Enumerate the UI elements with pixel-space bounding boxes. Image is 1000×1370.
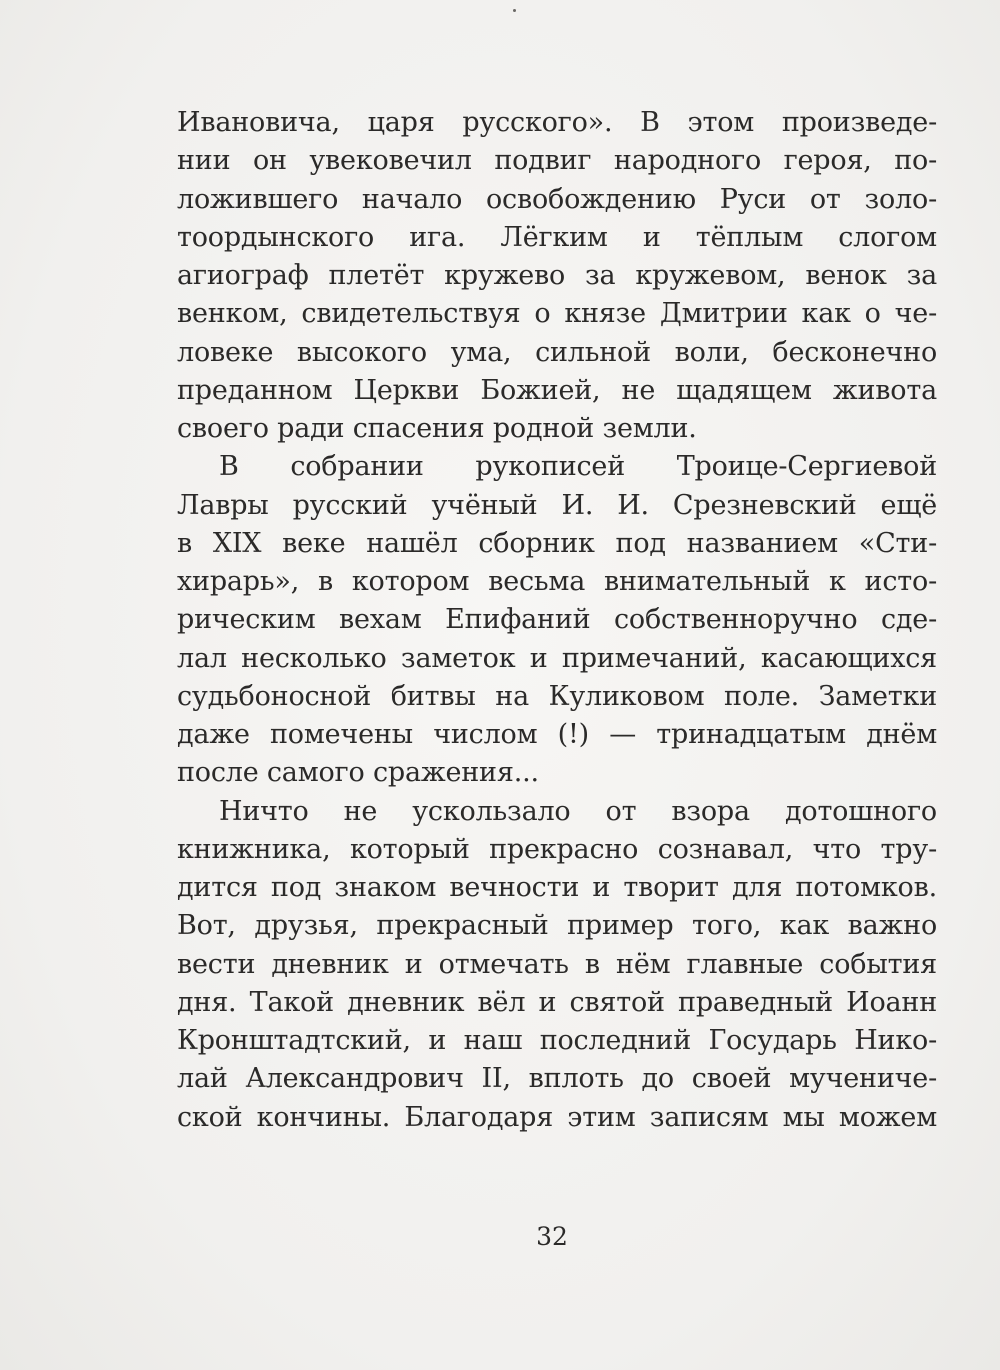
paragraph [177, 793, 937, 1137]
text-line: нии он увековечил подвиг народного героя, по- [177, 145, 937, 177]
text-line: Ничто не ускользало от взора дотошного [219, 795, 937, 827]
page-number: 32 [536, 1222, 568, 1251]
body-text [177, 104, 937, 1137]
text-line: венком, свидетельствуя о князе Дмитрии как о че- [177, 298, 937, 330]
text-line: тоордынского ига. Лёгким и тёплым слогом [177, 221, 937, 253]
text-line: вести дневник и отмечать в нём главные события [177, 948, 937, 980]
text-line: дня. Такой дневник вёл и святой праведный Иоанн [177, 986, 937, 1018]
paragraph [177, 104, 937, 448]
text-line: Кронштадтский, и наш последний Государь Нико- [177, 1025, 937, 1056]
text-line: судьбоносной битвы на Куликовом поле. Заметки [177, 680, 937, 712]
text-line: ложившего начало освобождению Руси от золо- [177, 183, 937, 215]
paragraph [177, 448, 937, 792]
text-line: после самого сражения... [177, 757, 539, 789]
text-line: в XIX веке нашёл сборник под названием «Сти- [177, 527, 937, 559]
text-line: ловеке высокого ума, сильной воли, бесконечно [177, 336, 937, 368]
text-line: дится под знаком вечности и творит для потомков. [177, 872, 937, 903]
text-line: Вот, друзья, прекрасный пример того, как важно [177, 910, 937, 942]
text-line: хирарь», в котором весьма внимательный к исто- [177, 566, 937, 597]
text-line: Лавры русский учёный И. И. Срезневский ещё [177, 489, 937, 521]
text-line: книжника, который прекрасно сознавал, что тру- [177, 833, 937, 865]
text-line: ской кончины. Благодаря этим записям мы можем [177, 1101, 937, 1133]
text-line: агиограф плетёт кружево за кружевом, венок за [177, 260, 937, 291]
text-line: Ивановича, царя русского». В этом произведе- [177, 107, 937, 138]
ink-speck [513, 9, 516, 12]
text-line: своего ради спасения родной земли. [177, 413, 697, 444]
text-line: преданном Церкви Божией, не щадящем живота [177, 374, 937, 406]
text-line: рическим вехам Епифаний собственноручно сде- [177, 604, 937, 636]
text-line: лай Александрович II, вплоть до своей мучениче- [177, 1063, 937, 1095]
text-line: В собрании рукописей Троице-Сергиевой [219, 451, 937, 483]
text-line: лал несколько заметок и примечаний, касающихся [177, 642, 937, 674]
text-line: даже помечены числом (!) — тринадцатым днём [177, 719, 937, 750]
